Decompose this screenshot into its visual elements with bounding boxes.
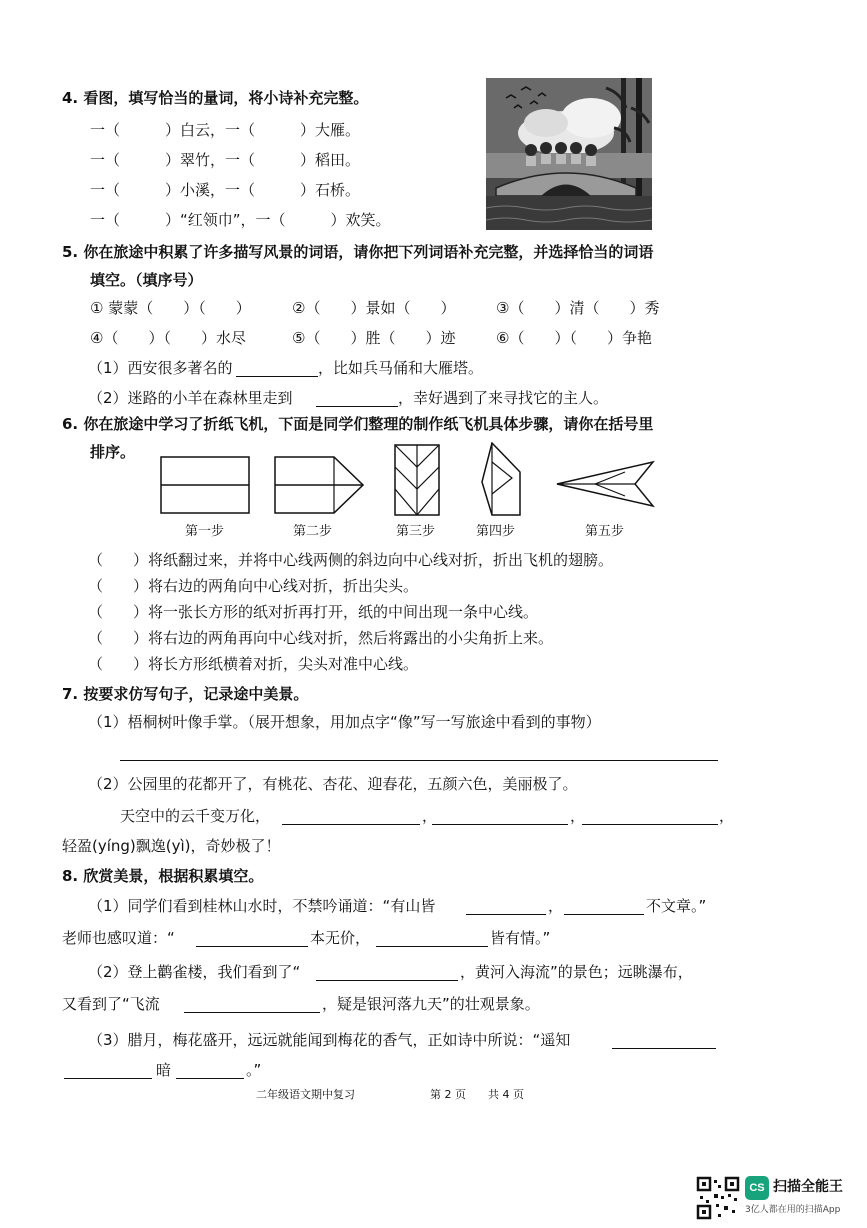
q7-blank-3[interactable]	[582, 824, 718, 825]
q8-s3a: （3）腊月，梅花盛开，远远就能闻到梅花的香气，正如诗中所说：“遥知	[88, 1031, 571, 1049]
q6-item-5: （ ）将长方形纸横着对折，尖头对准中心线。	[88, 655, 419, 673]
q8-blank-8[interactable]	[64, 1078, 152, 1079]
q7-sentence-1: （1）梧桐树叶像手掌。（展开想象，用加点字“像”写一写旅途中看到的事物）	[88, 713, 601, 731]
q8-s1a-end: 不文章。”	[646, 897, 707, 915]
q8-title: 8. 欣赏美景，根据积累填空。	[62, 867, 264, 885]
q5-idiom-1: ① 蒙蒙（ ）（ ）	[90, 299, 251, 317]
q5-sentence-2-suffix: ，幸好遇到了来寻找它的主人。	[398, 389, 609, 407]
fold-step-4-diagram	[480, 442, 522, 516]
q8-s2a-prefix: （2）登上鹳雀楼，我们看到了“	[88, 963, 301, 981]
fold-step-2-diagram	[274, 456, 364, 514]
q8-s2a-suffix: ，黄河入海流”的景色；远眺瀑布，	[460, 963, 693, 981]
q7-sentence-2b: 天空中的云千变万化，	[120, 807, 271, 825]
q5-idiom-4: ④（ ）（ ）水尽	[90, 329, 246, 347]
step-label-4: 第四步	[476, 524, 516, 539]
q6-title-line1: 6. 你在旅途中学习了折纸飞机，下面是同学们整理的制作纸飞机具体步骤，请你在括号里	[62, 415, 654, 433]
q7-sentence-2c: 轻盈(yíng)飘逸(yì)，奇妙极了！	[62, 837, 281, 855]
q8-blank-4[interactable]	[376, 946, 488, 947]
fold-step-1-diagram	[160, 456, 250, 514]
step-label-2: 第二步	[293, 524, 333, 539]
q5-title-line2: 填空。（填序号）	[90, 271, 203, 289]
q8-blank-5[interactable]	[316, 980, 458, 981]
q8-s3b-mid: 暗	[156, 1061, 172, 1079]
q7-comma-2: ，	[570, 807, 586, 825]
q5-sentence-2-prefix: （2）迷路的小羊在森林里走到	[88, 389, 293, 407]
q7-sentence-2: （2）公园里的花都开了，有桃花、杏花、迎春花，五颜六色，美丽极了。	[88, 775, 578, 793]
q8-s1a-comma: ，	[548, 897, 564, 915]
q8-s1b-prefix: 老师也感叹道：“	[62, 929, 175, 947]
step-label-3: 第三步	[396, 524, 436, 539]
q8-blank-7[interactable]	[612, 1048, 716, 1049]
q5-idiom-5: ⑤（ ）胜（ ）迹	[292, 329, 456, 347]
q4-title: 4. 看图，填写恰当的量词，将小诗补充完整。	[62, 89, 369, 107]
q4-line-3: 一（ ）小溪，一（ ）石桥。	[90, 181, 361, 199]
q5-blank-2[interactable]	[316, 406, 398, 407]
q7-answer-line[interactable]	[120, 760, 718, 761]
qr-code-icon	[696, 1176, 740, 1220]
q8-blank-2[interactable]	[564, 914, 644, 915]
step-label-1: 第一步	[185, 524, 225, 539]
q8-s2b-suffix: ，疑是银河落九天”的壮观景象。	[322, 995, 540, 1013]
q6-title-line2: 排序。	[90, 443, 136, 461]
q8-s1b-mid: 本无价，	[310, 929, 371, 947]
q5-idiom-2: ②（ ）景如（ ）	[292, 299, 456, 317]
q6-item-4: （ ）将右边的两角再向中心线对折，然后将露出的小尖角折上来。	[88, 629, 554, 647]
fold-step-3-diagram	[394, 444, 440, 516]
q7-title: 7. 按要求仿写句子，记录途中美景。	[62, 685, 309, 703]
q5-idiom-6: ⑥（ ）（ ）争艳	[496, 329, 652, 347]
q8-blank-9[interactable]	[176, 1078, 244, 1079]
q6-item-2: （ ）将右边的两角向中心线对折，折出尖头。	[88, 577, 419, 595]
scenery-illustration	[486, 78, 652, 230]
q4-line-1: 一（ ）白云，一（ ）大雁。	[90, 121, 361, 139]
q7-blank-2[interactable]	[432, 824, 568, 825]
q8-blank-3[interactable]	[196, 946, 308, 947]
q7-blank-1[interactable]	[282, 824, 420, 825]
q8-blank-1[interactable]	[466, 914, 546, 915]
q4-line-4: 一（ ）“红领巾”，一（ ）欢笑。	[90, 211, 391, 229]
q5-idiom-3: ③（ ）清（ ）秀	[496, 299, 660, 317]
q6-item-1: （ ）将纸翻过来，并将中心线两侧的斜边向中心线对折，折出飞机的翅膀。	[88, 551, 614, 569]
q5-title-line1: 5. 你在旅途中积累了许多描写风景的词语，请你把下列词语补充完整，并选择恰当的词语	[62, 243, 654, 261]
q7-comma-1: ，	[422, 807, 438, 825]
q7-comma-3: ，	[719, 807, 735, 825]
q8-s1a-prefix: （1）同学们看到桂林山水时，不禁吟诵道：“有山皆	[88, 897, 436, 915]
q8-blank-6[interactable]	[184, 1012, 320, 1013]
q8-s1b-end: 皆有情。”	[490, 929, 551, 947]
q5-blank-1[interactable]	[236, 376, 318, 377]
q4-line-2: 一（ ）翠竹，一（ ）稻田。	[90, 151, 361, 169]
q5-sentence-1-suffix: ，比如兵马俑和大雁塔。	[318, 359, 484, 377]
camscanner-logo: CS	[745, 1176, 769, 1200]
q8-s2b-prefix: 又看到了“飞流	[62, 995, 160, 1013]
footer-subject: 二年级语文期中复习	[256, 1088, 355, 1101]
scanner-tagline: 3亿人都在用的扫描App	[745, 1205, 841, 1215]
step-label-5: 第五步	[585, 524, 625, 539]
q6-item-3: （ ）将一张长方形的纸对折再打开，纸的中间出现一条中心线。	[88, 603, 539, 621]
q5-sentence-1-prefix: （1）西安很多著名的	[88, 359, 233, 377]
footer-page-number: 第 2 页 共 4 页	[430, 1088, 524, 1101]
fold-step-5-diagram	[555, 460, 655, 508]
scanner-app-name: 扫描全能王	[773, 1179, 843, 1195]
q8-s3b-end: 。”	[246, 1061, 262, 1079]
